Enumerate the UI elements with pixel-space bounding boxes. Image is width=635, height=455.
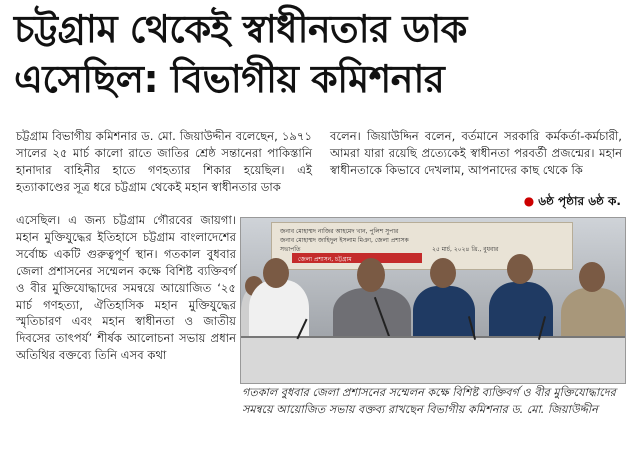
person-head xyxy=(263,258,289,288)
banner-line-1: জনাব মোহাম্মদ নাজির আহমেদ খান, পুলিশ সুপার xyxy=(280,228,399,235)
continued-label: ৬ষ্ঠ পৃষ্ঠার ৬ষ্ঠ ক. xyxy=(538,194,621,208)
banner-org: জেলা প্রশাসন, চট্টগ্রাম xyxy=(298,256,352,263)
photo-caption: গতকাল বুধবার জেলা প্রশাসনের সম্মেলন কক্ষে বিশিষ্ট ব্যক্তিবর্গ ও বীর মুক্তিযোদ্ধাদের সমন্বয়ে আয়োজিত সভায় বক্তব্য রাখছেন বিভাগীয় কমিশনার ড. মো. জিয়াউদ্দীন xyxy=(242,386,616,416)
bullet-icon: ● xyxy=(523,194,535,208)
news-photo xyxy=(240,217,626,384)
headline-line-1: চট্টগ্রাম থেকেই স্বাধীনতার ডাক xyxy=(14,7,467,51)
banner-date: ২৫ মার্চ, ২০২৪ খ্রি., বুধবার xyxy=(432,246,499,253)
officer-head xyxy=(579,262,605,292)
speaker-head xyxy=(357,258,385,292)
conference-table xyxy=(241,336,625,384)
police-head xyxy=(507,254,533,284)
continued-on-page xyxy=(524,193,621,213)
article-paragraph-left-bottom: এসেছিল। এ জন্য চট্টগ্রাম গৌরবের জায়গা। মহান মুক্তিযুদ্ধের ইতিহাসে চট্টগ্রাম বাংলাদেশের সর্বোচ্চ একটি গুরুত্বপূর্ণ স্থান। গতকাল বুধবার জেলা প্রশাসনের সম্মেলন কক্ষে বিশিষ্ট ব্যক্তিবর্গ ও বীর মুক্তিযোদ্ধাদের সমন্বয়ে আয়োজিত ‘২৫ মার্চ গণহত্যা, ঐতিহাসিক মহান মুক্তিযুদ্ধের স্মৃতিচারণ এবং মহান স্বাধীনতা ও জাতীয় দিবসের তাৎপর্য’ শীর্ষক আলোচনা সভায় প্রধান অতিথির বক্তব্যে তিনি এসব কথা xyxy=(16,213,236,363)
headline-line-2: এসেছিল: বিভাগীয় কমিশনার xyxy=(14,57,445,101)
headline xyxy=(14,4,624,104)
article-paragraph-left-top: চট্টগ্রাম বিভাগীয় কমিশনার ড. মো. জিয়াউদ্দীন বলেছেন, ১৯৭১ সালের ২৫ মার্চ কালো রাতে জাতির শ্রেষ্ঠ সন্তানেরা পাকিস্তানি হানাদার বাহিনীর হাতে গণহত্যার শিকার হয়েছিল। এই হত্যাকাণ্ডের সূত্র ধরে চট্টগ্রাম থেকেই মহান স্বাধীনতার ডাক xyxy=(16,129,312,194)
banner-label: সভাপতি xyxy=(280,246,301,253)
article-paragraph-right-top: বলেন। জিয়াউদ্দিন বলেন, বর্তমানে সরকারি কর্মকর্তা-কর্মচারী, আমরা যারা রয়েছি প্রত্যেকেই স্বাধীনতা পরবর্তী প্রজন্মের। মহান স্বাধীনতাকে কিভাবে দেখলাম, আপনাদের কাছ থেকে কি xyxy=(330,129,622,177)
banner-line-2: জনাব মোহাম্মদ জাহিদুল ইসলাম মিঞা, জেলা প্রশাসক xyxy=(280,237,409,244)
police-head xyxy=(430,258,456,288)
